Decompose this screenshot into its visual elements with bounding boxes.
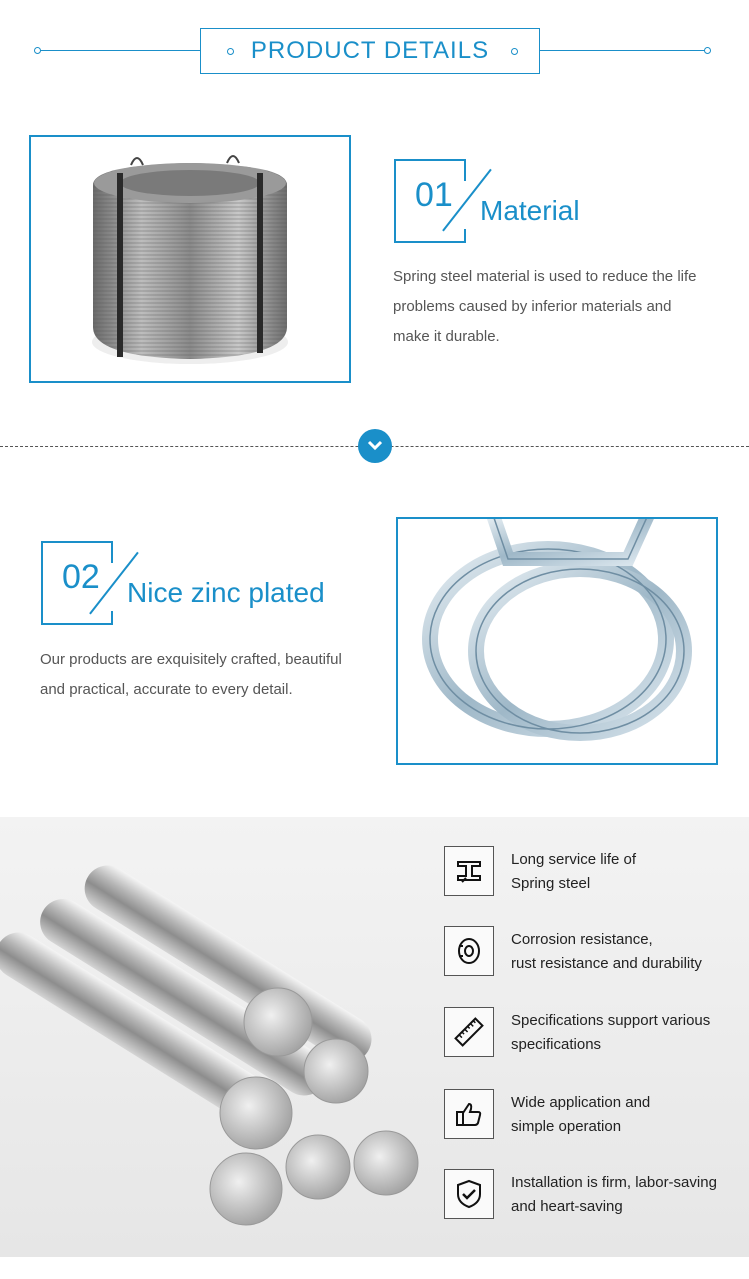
feature-title-zinc: Nice zinc plated (127, 577, 325, 608)
shield-check-icon (444, 1169, 494, 1219)
header-title-box (200, 28, 540, 74)
feature-number-02: 02 (62, 558, 100, 596)
benefit-line: Specifications support various (511, 1012, 711, 1029)
benefit-line: simple operation (511, 1118, 622, 1135)
benefit-text (511, 1091, 650, 1139)
benefit-line: Installation is firm, labor-saving (511, 1174, 717, 1191)
benefit-line: and heart-saving (511, 1198, 623, 1215)
thumbs-up-icon (444, 1089, 494, 1139)
benefit-line: Wide application and (511, 1094, 651, 1111)
header-line-right (540, 50, 710, 51)
benefit-row (444, 1089, 744, 1141)
benefit-text (511, 848, 636, 896)
feature-description-material (393, 262, 733, 352)
header-dot-left (34, 47, 41, 54)
benefit-row (444, 1007, 744, 1059)
description-line: and practical, accurate to every detail. (40, 681, 293, 698)
benefit-row (444, 926, 744, 978)
header-inner-dot-right (511, 48, 518, 55)
zinc-clamp-image (396, 517, 718, 765)
feature-description-zinc (40, 645, 380, 705)
header-line-left (38, 50, 200, 51)
benefit-text (511, 1009, 710, 1057)
description-line: Our products are exquisitely crafted, beautiful (40, 651, 342, 668)
page-title: PRODUCT DETAILS (250, 37, 490, 64)
benefit-text (511, 1171, 717, 1219)
steel-beam-icon (444, 846, 494, 896)
wire-coil-image (29, 135, 351, 383)
scroll-down-button[interactable] (358, 429, 392, 463)
benefit-line: Spring steel (511, 875, 591, 892)
coil-icon (444, 926, 494, 976)
benefit-line: Corrosion resistance, (511, 931, 653, 948)
feature-title-material: Material (480, 195, 580, 226)
header-dot-right (704, 47, 711, 54)
description-line: make it durable. (393, 328, 500, 345)
feature-number-01: 01 (415, 176, 453, 214)
header-inner-dot-left (227, 48, 234, 55)
steel-rods-image (0, 817, 430, 1257)
benefit-line: specifications (511, 1036, 602, 1053)
ruler-icon (444, 1007, 494, 1057)
benefit-line: rust resistance and durability (511, 955, 702, 972)
benefit-line: Long service life of (511, 851, 637, 868)
chevron-down-icon (367, 440, 383, 452)
benefit-row (444, 1169, 744, 1221)
benefit-text (511, 928, 702, 976)
description-line: problems caused by inferior materials and (393, 298, 672, 315)
description-line: Spring steel material is used to reduce the life (393, 268, 697, 285)
benefit-row (444, 846, 744, 898)
